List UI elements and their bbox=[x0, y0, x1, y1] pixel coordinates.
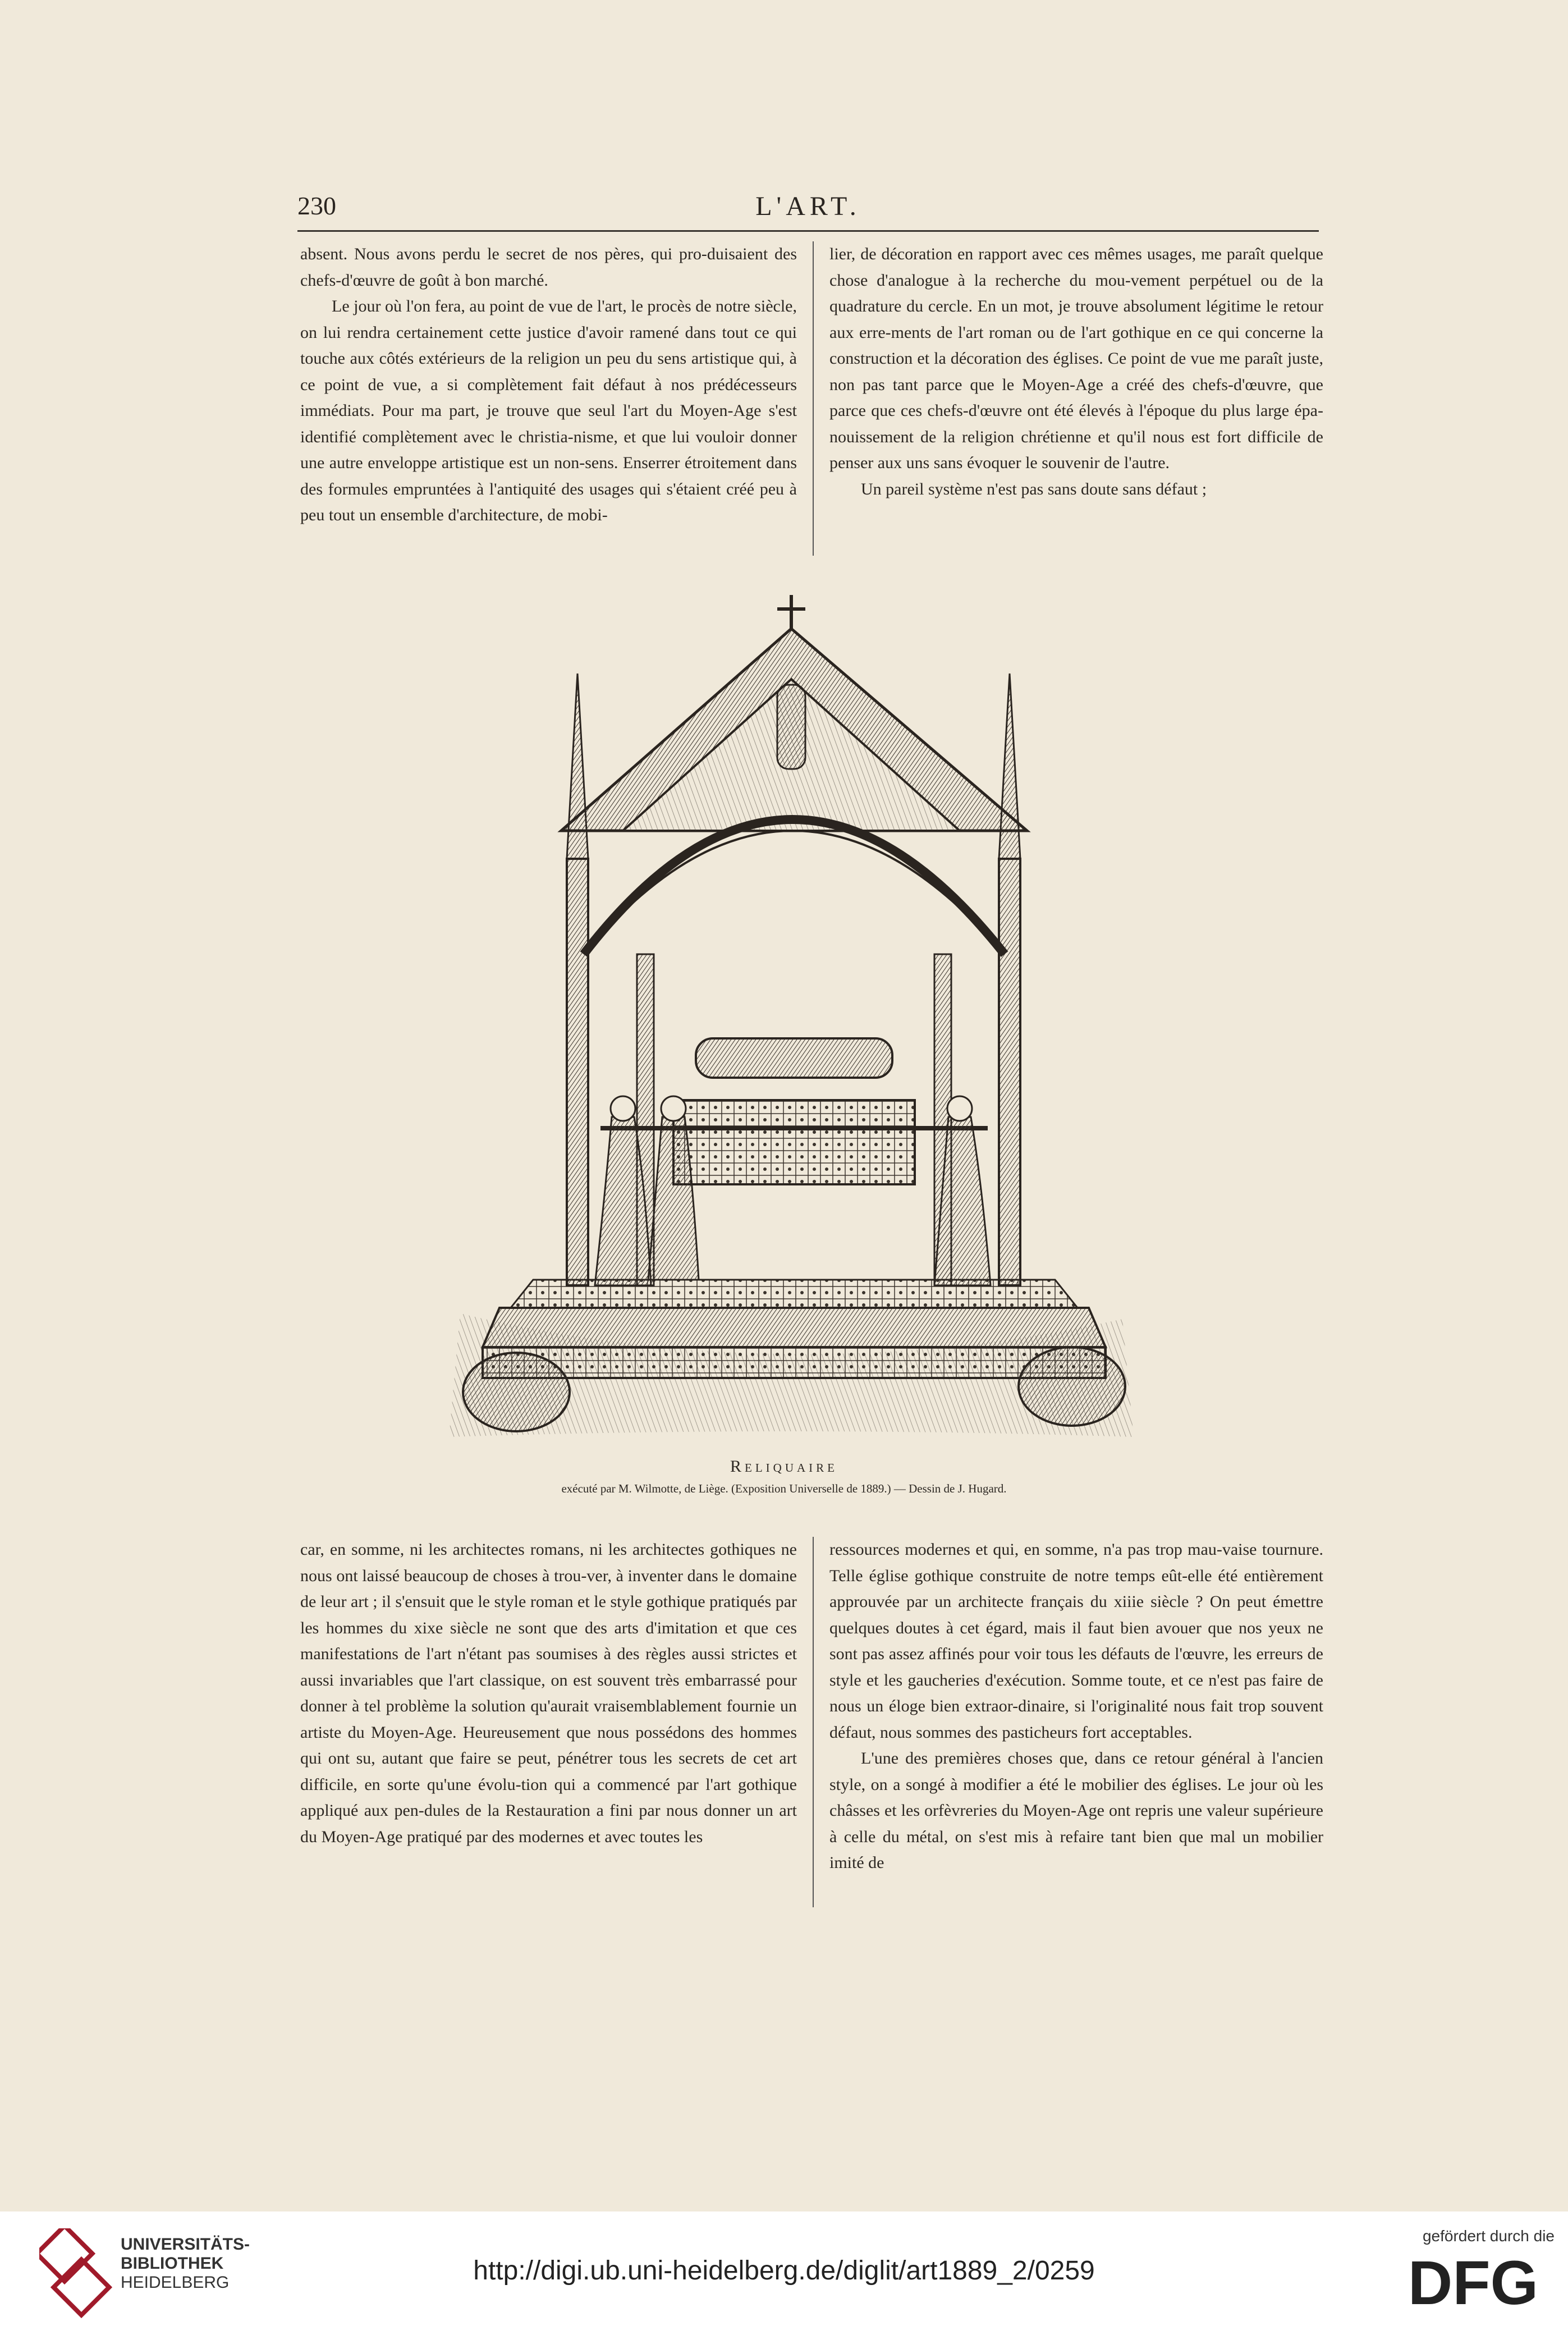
figure-caption-title: Reliquaire bbox=[730, 1457, 838, 1476]
column-divider bbox=[813, 241, 814, 556]
dfg-logo-text: DFG bbox=[1407, 2251, 1539, 2313]
paragraph: Le jour où l'on fera, au point de vue de l'art, le procès de notre siècle, on lui rendra certainement cette justice d'avoir ramené dans tout ce qui touche aux côtés extérieurs de la religion un peu du sens artistique qui, à ce point de vue, a si complètement fait défaut à nos prédécesseurs immédiats. Pour ma part, je trouve que seul l'art du Moyen-Age s'est identifié complètement avec le christia-nisme, et que lui vouloir donner une autre enveloppe artistique est un non-sens. Enserrer étroitement dans des formules empruntées à l'antiquité des usages qui s'étaient créé peu à peu tout un ensemble d'architecture, de mobi- bbox=[300, 297, 797, 524]
column-divider bbox=[813, 1537, 814, 1907]
paragraph: absent. Nous avons perdu le secret de nos pères, qui pro-duisaient des chefs-d'œuvre de goût à bon marché. bbox=[300, 245, 797, 290]
paragraph: car, en somme, ni les architectes romans, ni les architectes gothiques ne nous ont laissé beaucoup de choses à trou-ver, à inventer dans le domaine de leur art ; il s'ensuit que le style roman et le style gothique pratiqués par les hommes du xixe siècle ne sont que des arts d'imitation et que ces manifestations de l'art n'étant pas soumises à des règles aussi strictes et aussi invariables que l'art classique, on est souvent très embarrassé pour donner à tel problème la solution qu'aurait vraisemblablement fournie un artiste du Moyen-Age. Heureusement que nous possédons des hommes qui ont su, autant que faire se peut, pénétrer tous les secrets de cet art difficile, en sorte qu'une évolu-tion qui a commencé par l'art gothique appliqué aux pen-dules de la Restauration a fini par nous donner un art du Moyen-Age pratiqué par des modernes et avec toutes les bbox=[300, 1540, 797, 1846]
paragraph: lier, de décoration en rapport avec ces mêmes usages, me paraît quelque chose d'analogue à la recherche du mou-vement perpétuel ou de la quadrature du cercle. En un mot, je trouve absolument légitime le retour aux erre-ments de l'art roman ou de l'art gothique en ce qui concerne la construction et la décoration des églises. Ce point de vue me paraît juste, non pas tant parce que le Moyen-Age a créé des chefs-d'œuvre, que parce que ces chefs-d'œuvre ont été élevés à l'époque du plus large épa-nouissement de la religion chrétienne et qu'il nous est fort difficile de penser aux uns sans évoquer le souvenir de l'autre. bbox=[829, 245, 1323, 472]
journal-title: L'ART. bbox=[755, 191, 861, 221]
text-column-bottom-right bbox=[829, 1537, 1323, 1907]
dfg-logo-icon bbox=[1392, 2251, 1555, 2313]
digitization-footer bbox=[0, 2211, 1568, 2326]
text-column-bottom-left bbox=[300, 1537, 797, 1907]
figure-caption-credit: exécuté par M. Wilmotte, de Liège. (Exposition Universelle de 1889.) — Dessin de J. Hugard. bbox=[561, 1482, 1007, 1495]
library-name-line2: BIBLIOTHEK bbox=[121, 2254, 224, 2273]
paragraph: ressources modernes et qui, en somme, n'a pas trop mau-vaise tournure. Telle église gothique construite de notre temps eût-elle été entièrement approuvée par un architecte français du xiiie siècle ? On peut émettre quelques doutes à cet égard, mais il faut bien avouer que nos yeux ne sont pas assez affinés pour voir tous les défauts de l'œuvre, les erreurs de style et les gaucheries d'exécution. Somme toute, et ce n'est pas faire de nous un éloge bien extraor-dinaire, si l'originalité nous fait trop souvent défaut, nous sommes des pasticheurs fort acceptables. bbox=[829, 1540, 1323, 1742]
paragraph: L'une des premières choses que, dans ce retour général à l'ancien style, on a songé à modifier a été le mobilier des églises. Le jour où les châsses et les orfèvreries du Moyen-Age ont repris une valeur supérieure à celle du métal, on s'est mis à refaire tant bien que mal un mobilier imité de bbox=[829, 1749, 1323, 1872]
paragraph: Un pareil système n'est pas sans doute sans défaut ; bbox=[861, 479, 1207, 498]
page-number: 230 bbox=[297, 191, 336, 220]
text-column-top-left bbox=[300, 241, 797, 556]
library-name-line1: UNIVERSITÄTS- bbox=[121, 2235, 250, 2254]
text-column-top-right bbox=[829, 241, 1323, 556]
funding-note: gefördert durch die bbox=[1422, 2227, 1555, 2245]
digital-object-url[interactable]: http://digi.ub.uni-heidelberg.de/diglit/art1889_2/0259 bbox=[473, 2256, 1095, 2286]
running-header bbox=[297, 191, 1319, 232]
reliquary-engraving bbox=[438, 595, 1145, 1462]
library-name-line3: HEIDELBERG bbox=[121, 2273, 230, 2292]
